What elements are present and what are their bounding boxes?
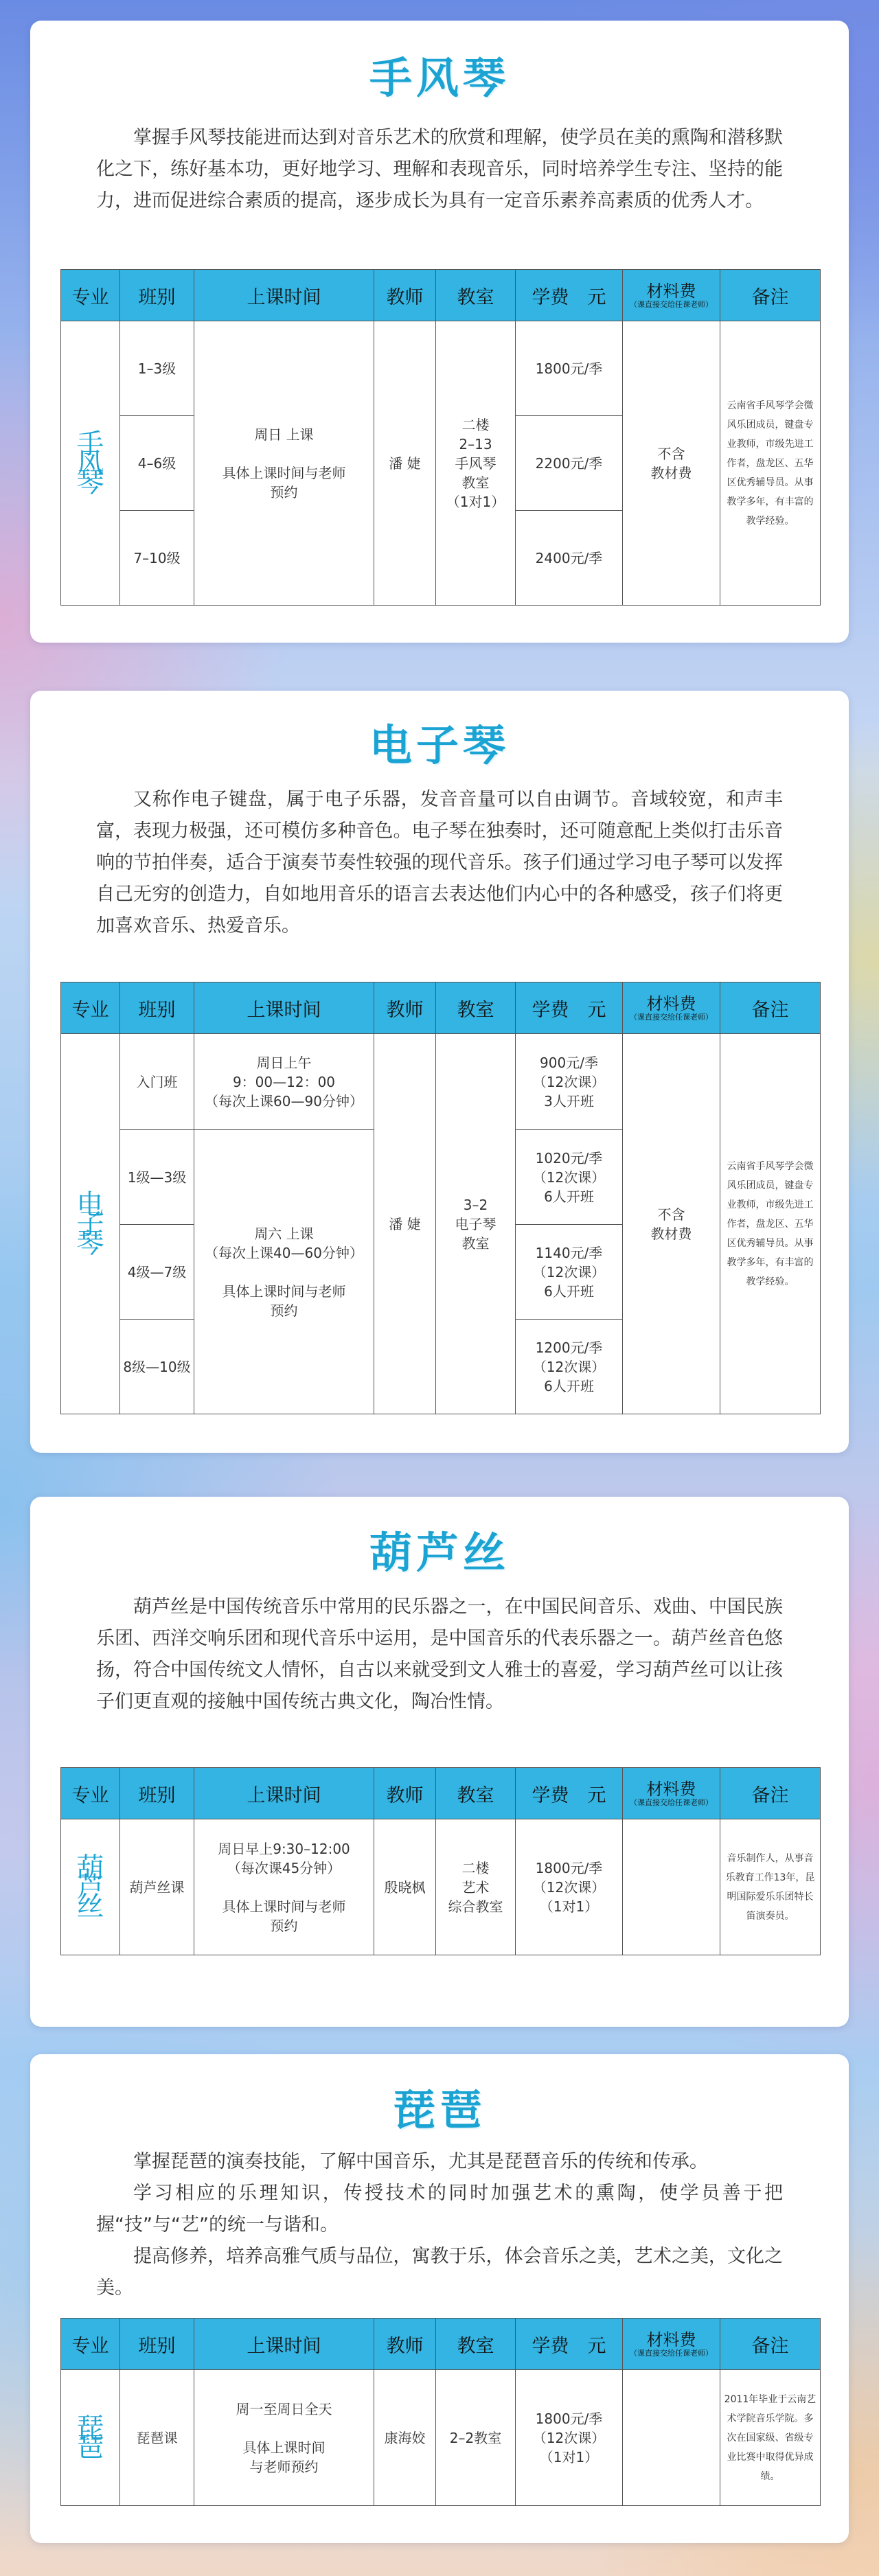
hulusi-intro-paragraph: 葫芦丝是中国传统音乐中常用的民乐器之一，在中国民间音乐、戏曲、中国民族乐团、西洋交响乐团和现代音乐中运用，是中国音乐的代表乐器之一。葫芦丝音色悠扬，符合中国传统文人情怀，自古以来就受到文人雅士的喜爱，学习葫芦丝可以让孩子们更直观的接触中国传统古典文化，陶冶性情。 <box>96 1596 783 1712</box>
accordion-intro-paragraph: 掌握手风琴技能进而达到对音乐艺术的欣赏和理解，使学员在美的熏陶和潜移默化之下，练好基本功，更好地学习、理解和表现音乐，同时培养学生专注、坚持的能力，进而促进综合素质的提高，逐步成长为具有一定音乐素养高素质的优秀人才。 <box>96 127 783 211</box>
time-cell: 周一至周日全天 具体上课时间 与老师预约 <box>194 2370 374 2506</box>
table-row <box>61 2370 821 2506</box>
header-material <box>623 270 720 321</box>
header-class: 班别 <box>120 2319 194 2370</box>
header-note: 备注 <box>720 2319 821 2370</box>
header-material-note: （课直接交给任课老师） <box>630 2348 713 2358</box>
hulusi-schedule-table <box>60 1767 821 1955</box>
teacher-cell: 康海姣 <box>374 2370 436 2506</box>
header-time: 上课时间 <box>194 2319 374 2370</box>
room-cell: 二楼 2–13 手风琴 教室 （1对1） <box>436 321 516 606</box>
header-material-note: （课直接交给任课老师） <box>630 299 713 309</box>
header-class: 班别 <box>120 982 194 1034</box>
teacher-cell: 殷晓枫 <box>374 1819 436 1955</box>
fee-cell: 2200元/季 <box>516 416 623 511</box>
fee-cell: 1020元/季 （12次课） 6人开班 <box>516 1130 623 1225</box>
keyboard-schedule-table <box>60 982 821 1414</box>
class-cell: 1–3级 <box>120 321 194 416</box>
pipa-intro <box>96 2146 783 2304</box>
header-note: 备注 <box>720 270 821 321</box>
header-major: 专业 <box>61 2319 120 2370</box>
header-room: 教室 <box>436 270 516 321</box>
fee-cell: 900元/季 （12次课） 3人开班 <box>516 1034 623 1130</box>
class-cell: 葫芦丝课 <box>120 1819 194 1955</box>
note-cell: 2011年毕业于云南艺术学院音乐学院。多次在国家级、省级专业比赛中取得优异成绩。 <box>720 2370 821 2506</box>
header-material-note: （课直接交给任课老师） <box>630 1012 713 1022</box>
header-class: 班别 <box>120 1768 194 1819</box>
table-row <box>61 321 821 416</box>
hulusi-title: 葫芦丝 <box>369 1528 510 1578</box>
time-cell: 周日早上9:30–12:00 （每次课45分钟） 具体上课时间与老师 预约 <box>194 1819 374 1955</box>
fee-cell: 1140元/季 （12次课） 6人开班 <box>516 1225 623 1320</box>
header-material-note: （课直接交给任课老师） <box>630 1797 713 1807</box>
class-cell: 1级—3级 <box>120 1130 194 1225</box>
header-note: 备注 <box>720 1768 821 1819</box>
pipa-intro-paragraph: 掌握琵琶的演奏技能，了解中国音乐，尤其是琵琶音乐的传统和传承。 <box>133 2151 708 2172</box>
keyboard-intro <box>96 784 783 942</box>
header-material <box>623 1768 720 1819</box>
header-time: 上课时间 <box>194 1768 374 1819</box>
material-cell: 不含 教材费 <box>623 321 720 606</box>
class-cell: 8级—10级 <box>120 1320 194 1414</box>
header-material <box>623 2319 720 2370</box>
header-teacher: 教师 <box>374 1768 436 1819</box>
note-cell: 音乐制作人，从事音乐教育工作13年，昆明国际爱乐乐团特长笛演奏员。 <box>720 1819 821 1955</box>
fee-cell: 1200元/季 （12次课） 6人开班 <box>516 1320 623 1414</box>
header-fee: 学费 元 <box>516 2319 623 2370</box>
major-cell: 葫 芦 丝 <box>61 1819 120 1955</box>
header-class: 班别 <box>120 270 194 321</box>
header-material-label: 材料费 <box>646 2330 696 2349</box>
table-header-row <box>61 270 821 321</box>
header-teacher: 教师 <box>374 2319 436 2370</box>
major-cell: 电 子 琴 <box>61 1034 120 1414</box>
hulusi-intro <box>96 1591 783 1718</box>
class-cell: 4级—7级 <box>120 1225 194 1320</box>
material-cell: 不含 教材费 <box>623 1034 720 1414</box>
fee-cell: 1800元/季 <box>516 321 623 416</box>
header-major: 专业 <box>61 982 120 1034</box>
room-cell: 3–2 电子琴 教室 <box>436 1034 516 1414</box>
major-cell: 琵 琶 <box>61 2370 120 2506</box>
fee-cell: 2400元/季 <box>516 511 623 606</box>
fee-cell: 1800元/季 （12次课） （1对1） <box>516 1819 623 1955</box>
header-room: 教室 <box>436 982 516 1034</box>
header-material <box>623 982 720 1034</box>
table-header-row <box>61 982 821 1034</box>
keyboard-title: 电子琴 <box>369 720 510 770</box>
teacher-cell: 潘 婕 <box>374 1034 436 1414</box>
note-cell: 云南省手风琴学会微风乐团成员，键盘专业教师，市级先进工作者，盘龙区、五华区优秀辅导员。从事教学多年，有丰富的教学经验。 <box>720 321 821 606</box>
header-time: 上课时间 <box>194 982 374 1034</box>
table-header-row <box>61 1768 821 1819</box>
header-major: 专业 <box>61 1768 120 1819</box>
header-fee: 学费 元 <box>516 982 623 1034</box>
header-fee: 学费 元 <box>516 270 623 321</box>
header-note: 备注 <box>720 982 821 1034</box>
accordion-intro <box>96 122 783 217</box>
room-cell: 2–2教室 <box>436 2370 516 2506</box>
keyboard-card <box>30 691 849 1453</box>
material-cell <box>623 1819 720 1955</box>
class-cell: 入门班 <box>120 1034 194 1130</box>
pipa-intro-paragraph: 提高修养，培养高雅气质与品位，寓教于乐，体会音乐之美，艺术之美，文化之美。 <box>96 2246 783 2299</box>
pipa-intro-paragraph: 学习相应的乐理知识，传授技术的同时加强艺术的熏陶，使学员善于把握“技”与“艺”的统一与谐和。 <box>96 2183 783 2235</box>
pipa-schedule-table <box>60 2318 821 2506</box>
header-major: 专业 <box>61 270 120 321</box>
time-cell: 周日上午 9：00—12：00 （每次上课60—90分钟） <box>194 1034 374 1130</box>
material-cell <box>623 2370 720 2506</box>
header-teacher: 教师 <box>374 982 436 1034</box>
room-cell: 二楼 艺术 综合教室 <box>436 1819 516 1955</box>
table-header-row <box>61 2319 821 2370</box>
accordion-schedule-table <box>60 269 821 606</box>
teacher-cell: 潘 婕 <box>374 321 436 606</box>
accordion-card <box>30 21 849 643</box>
time-cell: 周六 上课 （每次上课40—60分钟） 具体上课时间与老师 预约 <box>194 1130 374 1414</box>
header-room: 教室 <box>436 1768 516 1819</box>
class-cell: 7–10级 <box>120 511 194 606</box>
hulusi-card <box>30 1497 849 2027</box>
pipa-card <box>30 2054 849 2543</box>
time-cell: 周日 上课 具体上课时间与老师 预约 <box>194 321 374 606</box>
keyboard-intro-paragraph: 又称作电子键盘，属于电子乐器，发音音量可以自由调节。音域较宽，和声丰富，表现力极强，还可模仿多种音色。电子琴在独奏时，还可随意配上类似打击乐音响的节拍伴奏，适合于演奏节奏性较强的现代音乐。孩子们通过学习电子琴可以发挥自己无穷的创造力，自如地用音乐的语言去表达他们内心中的各种感受，孩子们将更加喜欢音乐、热爱音乐。 <box>96 789 783 936</box>
class-cell: 4–6级 <box>120 416 194 511</box>
header-material-label: 材料费 <box>646 281 696 301</box>
major-cell: 手 风 琴 <box>61 321 120 606</box>
accordion-title: 手风琴 <box>369 53 510 103</box>
header-material-label: 材料费 <box>646 1779 696 1799</box>
table-row <box>61 1034 821 1130</box>
header-fee: 学费 元 <box>516 1768 623 1819</box>
table-row <box>61 1819 821 1955</box>
note-cell: 云南省手风琴学会微风乐团成员，键盘专业教师，市级先进工作者，盘龙区、五华区优秀辅导员。从事教学多年，有丰富的教学经验。 <box>720 1034 821 1414</box>
header-material-label: 材料费 <box>646 993 696 1013</box>
class-cell: 琵琶课 <box>120 2370 194 2506</box>
fee-cell: 1800元/季 （12次课） （1对1） <box>516 2370 623 2506</box>
header-teacher: 教师 <box>374 270 436 321</box>
pipa-title: 琵琶 <box>392 2085 486 2135</box>
header-time: 上课时间 <box>194 270 374 321</box>
header-room: 教室 <box>436 2319 516 2370</box>
